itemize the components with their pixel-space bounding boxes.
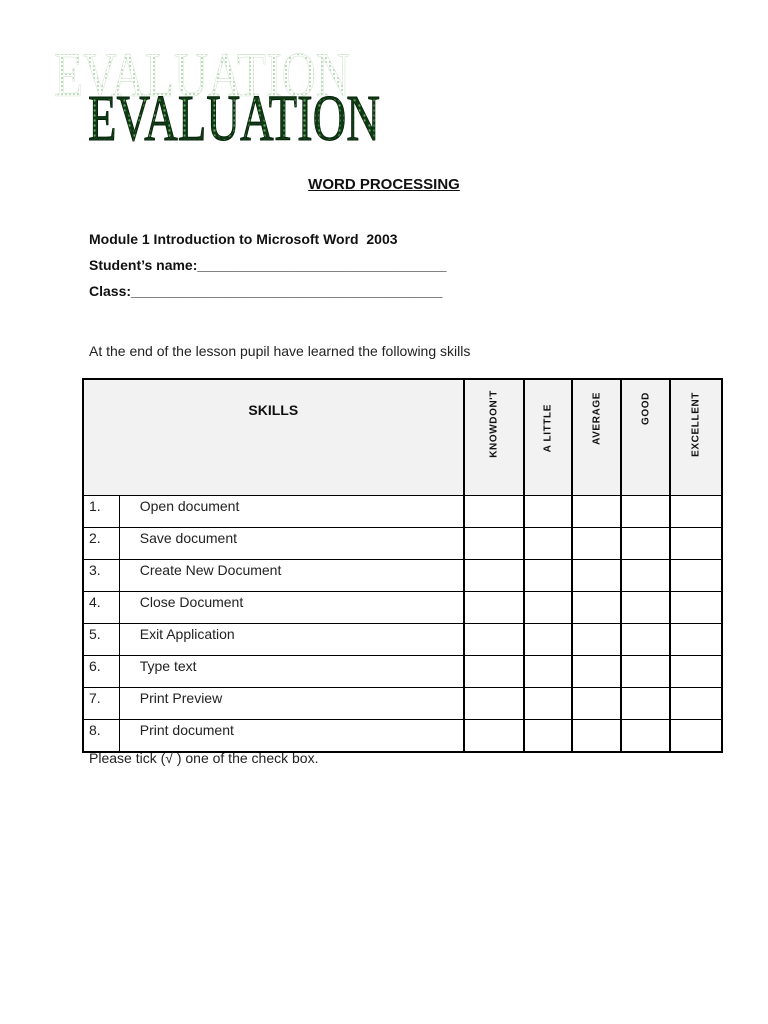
- table-row: [83, 560, 722, 592]
- table-row: [83, 528, 722, 560]
- row-number: 2.: [83, 528, 119, 560]
- checkbox-knowdont[interactable]: [464, 592, 524, 624]
- checkbox-a-little[interactable]: [524, 528, 572, 560]
- checkbox-good[interactable]: [621, 720, 669, 753]
- checkbox-knowdont[interactable]: [464, 624, 524, 656]
- skill-name: Exit Application: [119, 624, 463, 656]
- wordart-main-text: EVALUATION: [88, 82, 380, 155]
- rating-label-knowdont: KNOWDON'T: [488, 390, 500, 458]
- table-row: [83, 656, 722, 688]
- intro-text: At the end of the lesson pupil have learned the following skills: [89, 343, 471, 359]
- student-name-line: Student’s name:________________________________: [89, 257, 447, 273]
- skill-name: Print Preview: [119, 688, 463, 720]
- checkbox-excellent[interactable]: [670, 528, 722, 560]
- checkbox-knowdont[interactable]: [464, 656, 524, 688]
- checkbox-good[interactable]: [621, 528, 669, 560]
- checkbox-average[interactable]: [572, 560, 621, 592]
- class-line: Class:________________________________________: [89, 283, 443, 299]
- rating-label-good: GOOD: [640, 392, 652, 425]
- row-number: 7.: [83, 688, 119, 720]
- table-row: [83, 496, 722, 528]
- rating-label-a-little: A LITTLE: [542, 404, 554, 453]
- rating-label-average: AVERAGE: [591, 392, 603, 445]
- rating-header-excellent: [670, 379, 722, 496]
- checkbox-average[interactable]: [572, 656, 621, 688]
- wordart-shadow-text: EVALUATION: [54, 39, 350, 110]
- checkbox-good[interactable]: [621, 656, 669, 688]
- row-number: 5.: [83, 624, 119, 656]
- skills-evaluation-table: [82, 378, 723, 753]
- evaluation-wordart: [52, 28, 412, 158]
- rating-header-knowdont: [464, 379, 524, 496]
- checkbox-excellent[interactable]: [670, 592, 722, 624]
- checkbox-knowdont[interactable]: [464, 720, 524, 753]
- checkbox-excellent[interactable]: [670, 720, 722, 753]
- checkbox-excellent[interactable]: [670, 656, 722, 688]
- checkbox-good[interactable]: [621, 624, 669, 656]
- rating-header-good: [621, 379, 669, 496]
- table-row: [83, 592, 722, 624]
- rating-header-a-little: [524, 379, 572, 496]
- checkbox-knowdont[interactable]: [464, 496, 524, 528]
- checkbox-excellent[interactable]: [670, 624, 722, 656]
- table-header-row: [83, 379, 722, 496]
- checkbox-average[interactable]: [572, 720, 621, 753]
- rating-label-excellent: EXCELLENT: [690, 392, 702, 457]
- checkbox-good[interactable]: [621, 560, 669, 592]
- skill-name: Print document: [119, 720, 463, 753]
- row-number: 1.: [83, 496, 119, 528]
- checkbox-a-little[interactable]: [524, 624, 572, 656]
- table-row: [83, 688, 722, 720]
- skill-name: Create New Document: [119, 560, 463, 592]
- checkbox-knowdont[interactable]: [464, 688, 524, 720]
- row-number: 8.: [83, 720, 119, 753]
- checkbox-average[interactable]: [572, 592, 621, 624]
- skill-name: Open document: [119, 496, 463, 528]
- table-row: [83, 720, 722, 753]
- row-number: 4.: [83, 592, 119, 624]
- checkbox-knowdont[interactable]: [464, 560, 524, 592]
- rating-header-average: [572, 379, 621, 496]
- document-title: WORD PROCESSING: [308, 176, 460, 193]
- checkbox-average[interactable]: [572, 624, 621, 656]
- checkbox-a-little[interactable]: [524, 496, 572, 528]
- checkbox-a-little[interactable]: [524, 592, 572, 624]
- skill-name: Save document: [119, 528, 463, 560]
- checkbox-excellent[interactable]: [670, 560, 722, 592]
- checkbox-excellent[interactable]: [670, 496, 722, 528]
- checkbox-a-little[interactable]: [524, 656, 572, 688]
- skill-name: Close Document: [119, 592, 463, 624]
- checkbox-average[interactable]: [572, 496, 621, 528]
- checkbox-a-little[interactable]: [524, 688, 572, 720]
- instruction-footnote: Please tick (√ ) one of the check box.: [89, 750, 319, 766]
- row-number: 3.: [83, 560, 119, 592]
- checkbox-excellent[interactable]: [670, 688, 722, 720]
- checkbox-a-little[interactable]: [524, 720, 572, 753]
- skill-name: Type text: [119, 656, 463, 688]
- checkbox-good[interactable]: [621, 688, 669, 720]
- table-row: [83, 624, 722, 656]
- skills-header: SKILLS: [83, 379, 464, 496]
- checkbox-a-little[interactable]: [524, 560, 572, 592]
- checkbox-average[interactable]: [572, 528, 621, 560]
- checkbox-knowdont[interactable]: [464, 528, 524, 560]
- module-line: Module 1 Introduction to Microsoft Word 2003: [89, 231, 398, 247]
- checkbox-good[interactable]: [621, 592, 669, 624]
- checkbox-average[interactable]: [572, 688, 621, 720]
- row-number: 6.: [83, 656, 119, 688]
- checkbox-good[interactable]: [621, 496, 669, 528]
